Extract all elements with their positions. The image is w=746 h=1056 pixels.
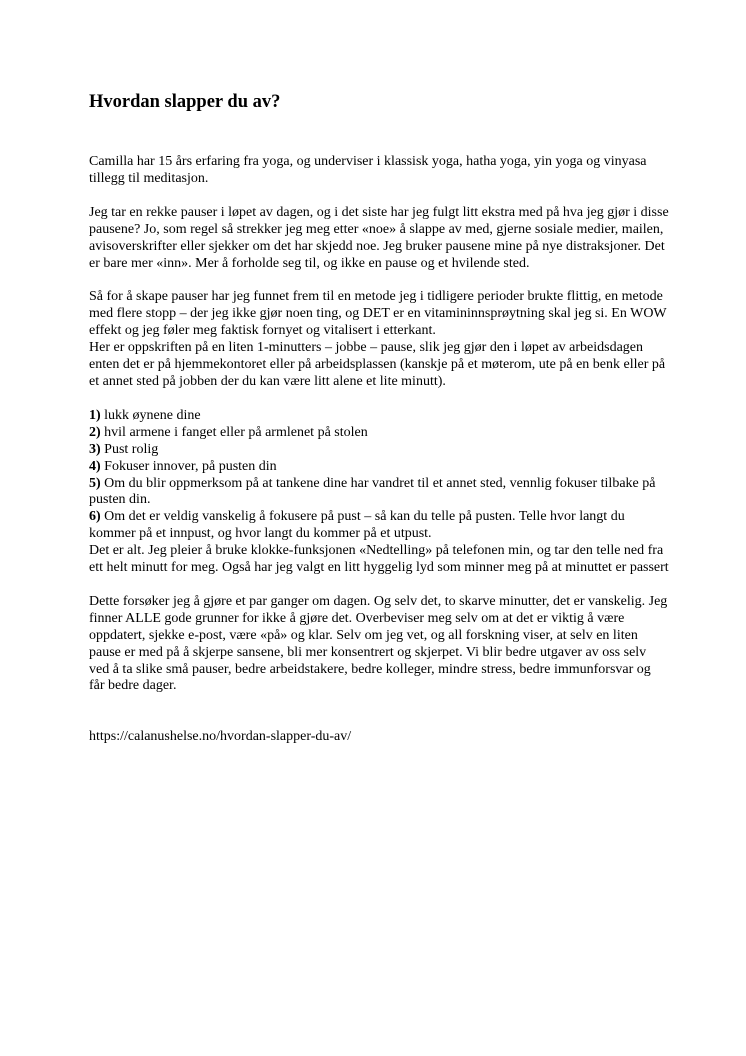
body-paragraph-2: Så for å skape pauser har jeg funnet frem til en metode jeg i tidligere perioder brukte flittig, en metode med flere stopp – der jeg ikke gjør noen ting, og DET er en vitamininnsprøytning skal jeg si. En WOW effekt og jeg føler meg faktisk fornyet og vitalisert i etterkant. [89, 289, 667, 339]
body-paragraph-5: Dette forsøker jeg å gjøre et par ganger om dagen. Og selv det, to skarve minutter, det er vanskelig. Jeg finner ALLE gode grunner for ikke å gjøre det. Overbeviser meg selv om at det er viktig å være oppdatert, sjekke e-post, være «på» og klar. Selv om jeg vet, og all forskning viser, at selv en liten pause er med på å skjerpe sansene, bli mer konsentrert og skjerpet. Vi blir bedre utgaver av oss selv ved å ta slike små pauser, bedre arbeidstakere, bedre kolleger, mindre stress, bedre immunforsvar og får bedre dager. [89, 593, 668, 694]
step-text: Pust rolig [100, 441, 159, 457]
step-text: Fokuser innover, på pusten din [100, 458, 277, 474]
body-paragraph-1: Jeg tar en rekke pauser i løpet av dagen, og i det siste har jeg fulgt litt ekstra med på hva jeg gjør i disse pausene? Jo, som regel så strekker jeg meg etter «noe» å slappe av med, gjerne sosiale medier, mailen, avisoverskrifter eller sjekker om det har skjedd noe. Jeg bruker pausene mine på nye distraksjoner. Det er bare mer «inn». Mer å forholde seg til, og ikke en pause og et hvilende sted. [89, 204, 669, 271]
list-item [89, 509, 669, 543]
list-item [89, 459, 669, 476]
step-text: Om du blir oppmerksom på at tankene dine har vandret til et annet sted, vennlig fokuser tilbake på pusten din. [89, 475, 656, 508]
step-number: 3) [89, 441, 101, 457]
body-paragraph-4: Det er alt. Jeg pleier å bruke klokke-funksjonen «Nedtelling» på telefonen min, og tar den telle ned fra ett helt minutt for meg. Også har jeg valgt en litt hyggelig lyd som minner meg på at minuttet er passert [89, 543, 669, 576]
body-paragraph-3: Her er oppskriften på en liten 1-minutters – jobbe – pause, slik jeg gjør den i løpet av arbeidsdagen enten det er på hjemmekontoret eller på arbeidsplassen (kanskje på et møterom, ute på en benk eller på et annet sted på jobben der du kan være litt alene et lite minutt). [89, 340, 666, 389]
step-number: 6) [89, 509, 101, 525]
step-text: Om det er veldig vanskelig å fokusere på pust – så kan du telle på pusten. Telle hvor langt du kommer på et innpust, og hvor langt du kommer på et utpust. [89, 509, 625, 542]
list-item [89, 408, 669, 425]
document-page [89, 90, 669, 746]
step-number: 5) [89, 475, 101, 491]
step-number: 2) [89, 424, 101, 440]
source-link[interactable]: https://calanushelse.no/hvordan-slapper-du-av/ [89, 729, 352, 745]
page-title: Hvordan slapper du av? [89, 92, 281, 112]
intro-paragraph: Camilla har 15 års erfaring fra yoga, og underviser i klassisk yoga, hatha yoga, yin yoga og vinyasa tillegg til meditasjon. [89, 154, 647, 186]
steps-list [89, 408, 669, 543]
step-number: 1) [89, 407, 101, 423]
list-item [89, 425, 669, 442]
list-item [89, 476, 669, 510]
list-item [89, 442, 669, 459]
step-text: hvil armene i fanget eller på armlenet på stolen [100, 424, 368, 440]
step-text: lukk øynene dine [100, 407, 201, 423]
step-number: 4) [89, 458, 101, 474]
